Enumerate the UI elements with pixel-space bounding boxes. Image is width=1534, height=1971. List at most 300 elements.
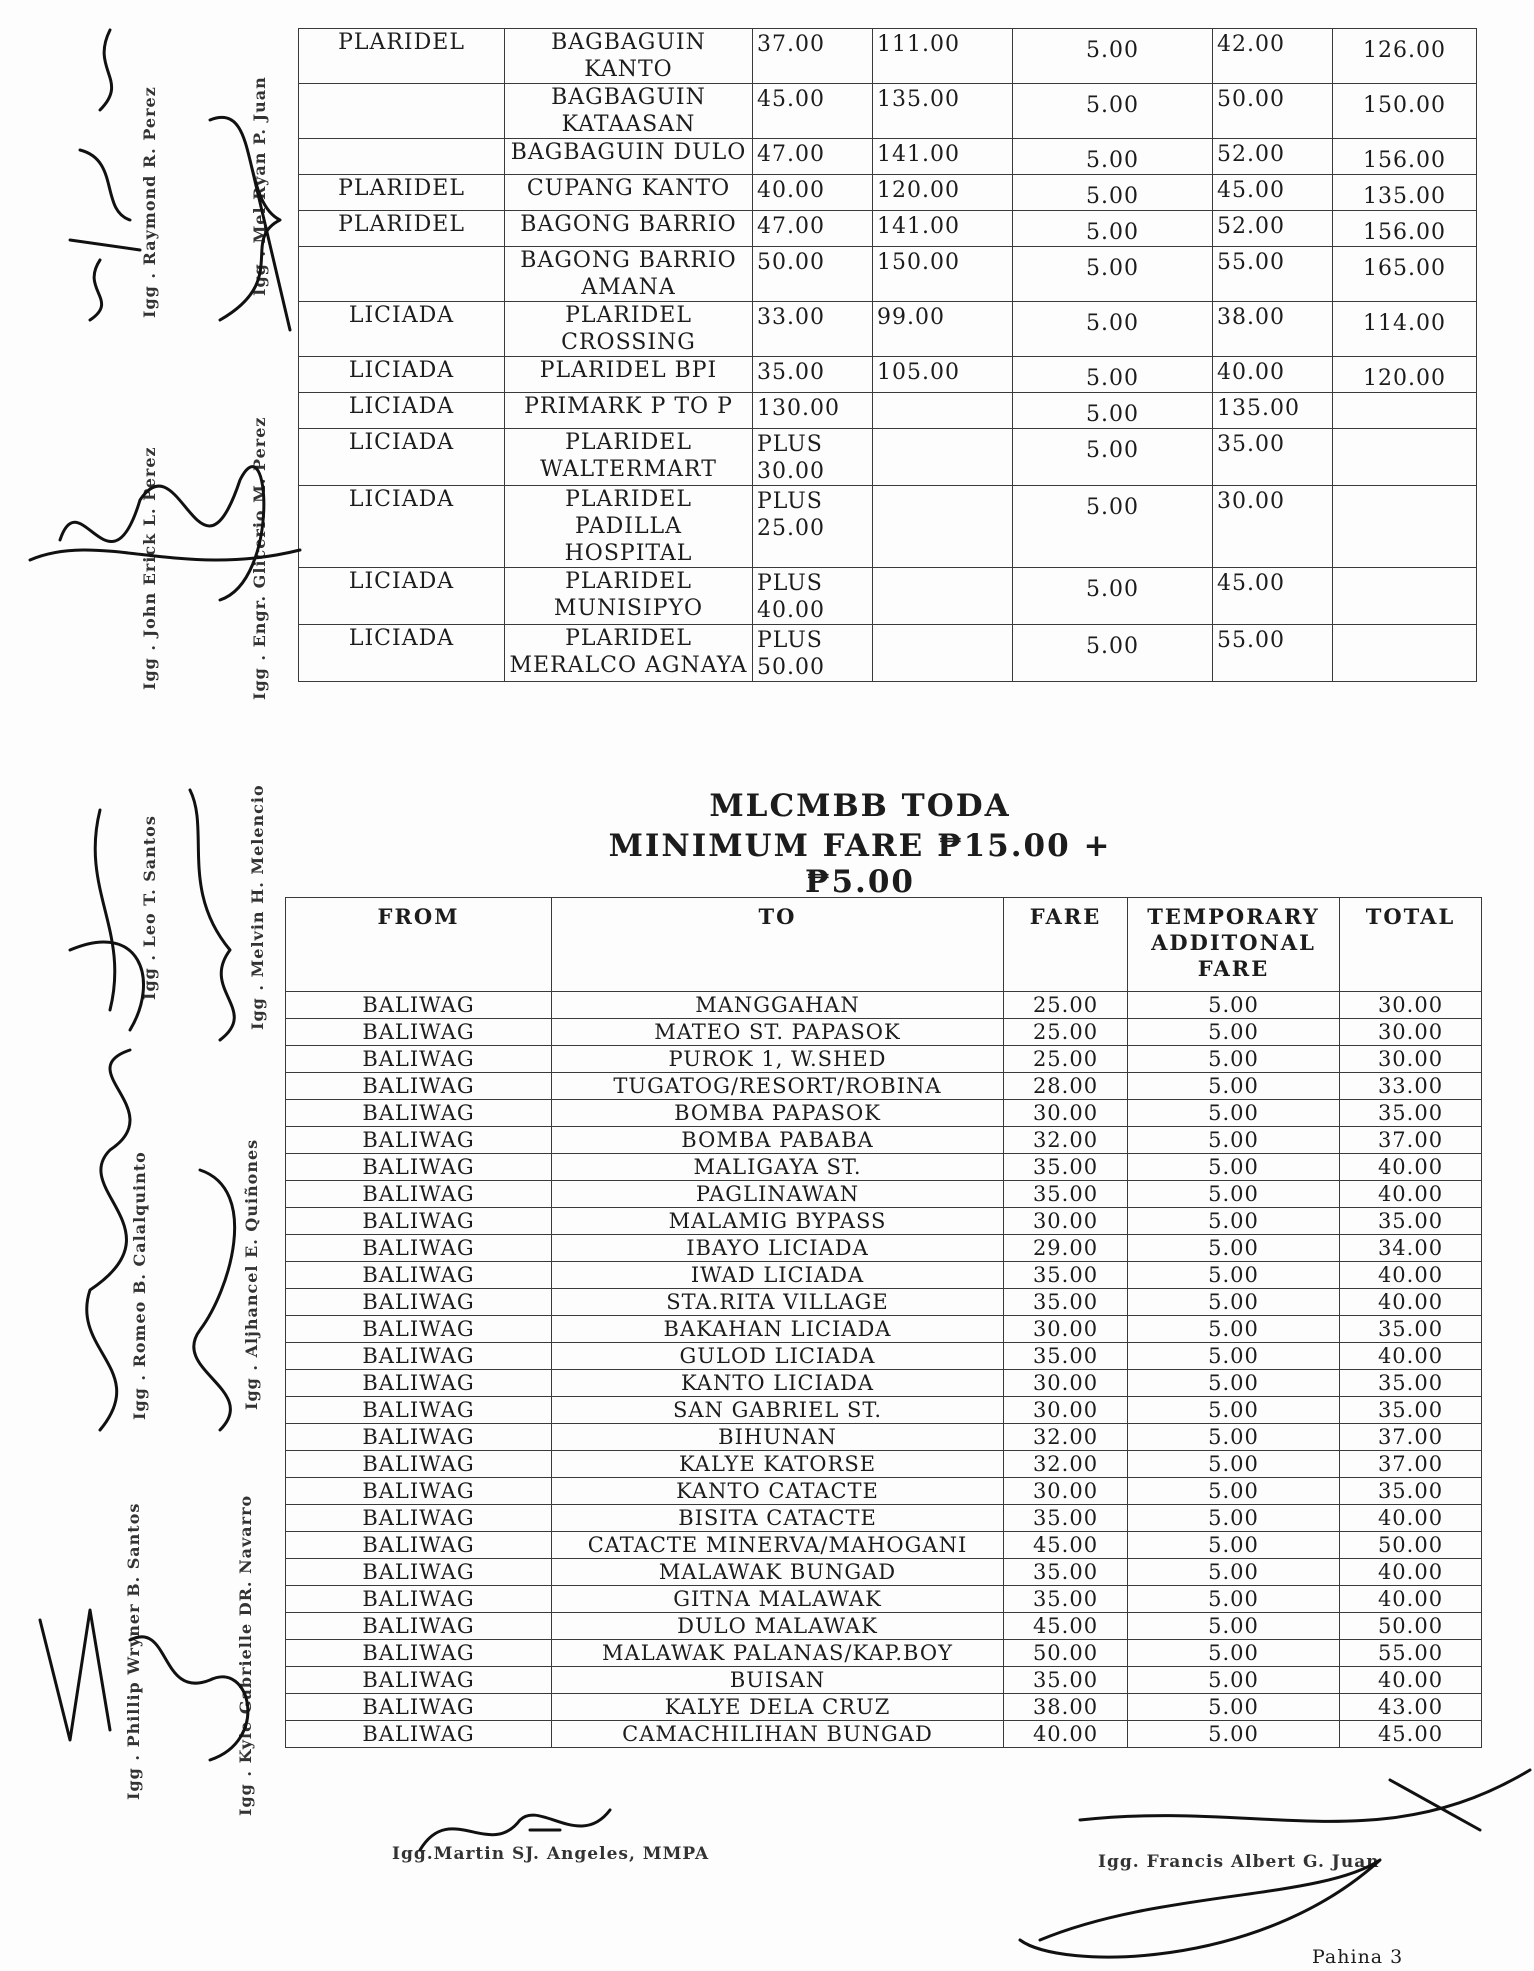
fare-cell: 47.00 [753,139,873,175]
table-row [286,1451,1482,1478]
total-cell: 35.00 [1340,1100,1482,1127]
total-cell: 40.00 [1340,1262,1482,1289]
additional-fare-cell: 5.00 [1128,1640,1340,1667]
from-cell: LICIADA [299,357,505,393]
fare-cell: 32.00 [1004,1127,1128,1154]
signature-mark [410,1790,650,1870]
from-cell: LICIADA [299,393,505,429]
additional-fare-cell: 5.00 [1128,1127,1340,1154]
from-cell: BALIWAG [286,1640,552,1667]
from-cell: BALIWAG [286,1181,552,1208]
to-cell: IBAYO LICIADA [552,1235,1004,1262]
additional-fare-cell: 5.00 [1013,625,1213,682]
table-row [299,429,1477,486]
total-cell: 114.00 [1333,302,1477,357]
from-cell: BALIWAG [286,992,552,1019]
section-subtitle: MINIMUM FARE ₱15.00 + ₱5.00 [608,828,1112,900]
table-row [299,625,1477,682]
total-cell: 135.00 [1213,393,1333,429]
table-row [299,302,1477,357]
to-cell: BAGONG BARRIO AMANA [505,247,753,302]
from-cell: BALIWAG [286,1532,552,1559]
total-cell: 45.00 [1213,568,1333,625]
total-cell [1333,486,1477,568]
from-cell: BALIWAG [286,1208,552,1235]
from-cell: BALIWAG [286,1667,552,1694]
additional-fare-cell: 5.00 [1128,1586,1340,1613]
total-cell [1333,568,1477,625]
additional-fare-cell: 5.00 [1128,1397,1340,1424]
to-cell: PAGLINAWAN [552,1181,1004,1208]
signatory-name: Igg . Engr. Glicerio M. Perez [250,416,269,700]
fare-cell: 111.00 [873,29,1013,84]
to-cell: DULO MALAWAK [552,1613,1004,1640]
total-cell: 52.00 [1213,211,1333,247]
total-cell: 40.00 [1340,1505,1482,1532]
to-cell: CUPANG KANTO [505,175,753,211]
total-cell: 40.00 [1340,1343,1482,1370]
total-cell: 33.00 [1340,1073,1482,1100]
additional-fare-cell: 5.00 [1128,1316,1340,1343]
from-cell: PLARIDEL [299,175,505,211]
from-cell: BALIWAG [286,1451,552,1478]
total-cell: 156.00 [1333,211,1477,247]
table-row [286,1289,1482,1316]
total-cell: 30.00 [1213,486,1333,568]
to-cell: BAGBAGUIN KANTO [505,29,753,84]
total-cell: 40.00 [1340,1586,1482,1613]
header-total: TOTAL [1340,898,1482,992]
header-temporary-fare: TEMPORARY ADDITONAL FARE [1128,898,1340,992]
table-row [286,1343,1482,1370]
table-row [286,1262,1482,1289]
from-cell: BALIWAG [286,1559,552,1586]
to-cell: KANTO LICIADA [552,1370,1004,1397]
table-row [286,1613,1482,1640]
total-cell: 37.00 [1340,1424,1482,1451]
to-cell: BAGBAGUIN DULO [505,139,753,175]
additional-fare-cell: 5.00 [1128,1451,1340,1478]
to-cell: BISITA CATACTE [552,1505,1004,1532]
total-cell: 52.00 [1213,139,1333,175]
additional-fare-cell: 5.00 [1013,29,1213,84]
total-cell: 42.00 [1213,29,1333,84]
from-cell: BALIWAG [286,1127,552,1154]
additional-fare-cell: 5.00 [1128,1235,1340,1262]
signatory-name: Igg.Martin SJ. Angeles, MMPA [392,1844,710,1864]
from-cell: BALIWAG [286,1262,552,1289]
additional-fare-cell: 5.00 [1013,302,1213,357]
fare-cell [873,486,1013,568]
additional-fare-cell: 5.00 [1128,1613,1340,1640]
total-cell: 150.00 [1333,84,1477,139]
fare-cell: 25.00 [1004,1046,1128,1073]
total-cell: 34.00 [1340,1235,1482,1262]
section-title: MLCMBB TODA [709,788,1011,824]
fare-cell: 35.00 [1004,1154,1128,1181]
to-cell: BAGONG BARRIO [505,211,753,247]
additional-fare-cell: 5.00 [1013,175,1213,211]
from-cell: BALIWAG [286,1478,552,1505]
from-cell: BALIWAG [286,1586,552,1613]
from-cell [299,247,505,302]
fare-cell: 35.00 [1004,1289,1128,1316]
total-cell: 156.00 [1333,139,1477,175]
signatory-name: Igg . Phillip Wryner B. Santos [124,1502,143,1800]
fare-cell: 30.00 [1004,1208,1128,1235]
to-cell: SAN GABRIEL ST. [552,1397,1004,1424]
total-cell: 30.00 [1340,1046,1482,1073]
from-cell: BALIWAG [286,1370,552,1397]
total-cell: 40.00 [1340,1667,1482,1694]
table-row [286,1532,1482,1559]
fare-cell: 40.00 [1004,1721,1128,1748]
fare-cell [873,429,1013,486]
table-row [286,1019,1482,1046]
from-cell: BALIWAG [286,1100,552,1127]
to-cell: IWAD LICIADA [552,1262,1004,1289]
fare-cell: 135.00 [873,84,1013,139]
fare-cell: 45.00 [1004,1613,1128,1640]
to-cell: PRIMARK P TO P [505,393,753,429]
total-cell: 38.00 [1213,302,1333,357]
fare-cell: 33.00 [753,302,873,357]
additional-fare-cell: 5.00 [1128,1019,1340,1046]
to-cell: BOMBA PAPASOK [552,1100,1004,1127]
additional-fare-cell: 5.00 [1128,1154,1340,1181]
additional-fare-cell: 5.00 [1013,568,1213,625]
from-cell: BALIWAG [286,1019,552,1046]
total-cell: 30.00 [1340,992,1482,1019]
to-cell: STA.RITA VILLAGE [552,1289,1004,1316]
table-row [286,1397,1482,1424]
fare-cell: PLUS 30.00 [753,429,873,486]
to-cell: BOMBA PABABA [552,1127,1004,1154]
fare-cell [873,568,1013,625]
fare-cell: 30.00 [1004,1100,1128,1127]
table-row [286,1316,1482,1343]
to-cell: MALAWAK PALANAS/KAP.BOY [552,1640,1004,1667]
fare-cell: 35.00 [1004,1262,1128,1289]
table-row [286,1046,1482,1073]
total-cell: 45.00 [1213,175,1333,211]
total-cell: 35.00 [1340,1370,1482,1397]
additional-fare-cell: 5.00 [1013,393,1213,429]
from-cell: BALIWAG [286,1235,552,1262]
table-row [299,84,1477,139]
fare-cell: PLUS 25.00 [753,486,873,568]
from-cell: BALIWAG [286,1316,552,1343]
from-cell: BALIWAG [286,1046,552,1073]
additional-fare-cell: 5.00 [1128,992,1340,1019]
additional-fare-cell: 5.00 [1013,357,1213,393]
fare-cell: 141.00 [873,139,1013,175]
table-row [286,1154,1482,1181]
from-cell [299,139,505,175]
table-row [286,1208,1482,1235]
fare-cell: 30.00 [1004,1316,1128,1343]
table-row [286,1424,1482,1451]
total-cell [1333,393,1477,429]
to-cell: MALAWAK BUNGAD [552,1559,1004,1586]
fare-cell: 105.00 [873,357,1013,393]
fare-cell: 120.00 [873,175,1013,211]
total-cell: 35.00 [1213,429,1333,486]
to-cell: PLARIDEL CROSSING [505,302,753,357]
total-cell: 40.00 [1340,1289,1482,1316]
total-cell [1333,429,1477,486]
fare-cell: 150.00 [873,247,1013,302]
to-cell: GITNA MALAWAK [552,1586,1004,1613]
table-row [299,211,1477,247]
additional-fare-cell: 5.00 [1013,429,1213,486]
fare-cell: 50.00 [753,247,873,302]
signatory-name: Igg . Aljhancel E. Quiñones [242,1138,261,1410]
fare-cell: 38.00 [1004,1694,1128,1721]
total-cell: 50.00 [1340,1532,1482,1559]
fare-cell: 25.00 [1004,992,1128,1019]
fare-cell: 30.00 [1004,1397,1128,1424]
total-cell: 50.00 [1340,1613,1482,1640]
fare-cell: 35.00 [1004,1343,1128,1370]
table-row [299,486,1477,568]
fare-cell: 35.00 [1004,1559,1128,1586]
table-row [286,992,1482,1019]
total-cell: 55.00 [1340,1640,1482,1667]
fare-cell: 35.00 [1004,1586,1128,1613]
table-row [286,1127,1482,1154]
additional-fare-cell: 5.00 [1128,1721,1340,1748]
total-cell: 37.00 [1340,1451,1482,1478]
fare-cell: 45.00 [1004,1532,1128,1559]
to-cell: CATACTE MINERVA/MAHOGANI [552,1532,1004,1559]
fare-cell: PLUS 40.00 [753,568,873,625]
additional-fare-cell: 5.00 [1128,1046,1340,1073]
total-cell: 126.00 [1333,29,1477,84]
table-row [286,1667,1482,1694]
fare-cell: PLUS 50.00 [753,625,873,682]
from-cell: BALIWAG [286,1154,552,1181]
table-row [286,1586,1482,1613]
signatory-name: Igg . Kyle Gabrielle DR. Navarro [236,1494,255,1816]
fare-cell: 50.00 [1004,1640,1128,1667]
fare-cell: 35.00 [1004,1181,1128,1208]
to-cell: BIHUNAN [552,1424,1004,1451]
total-cell: 35.00 [1340,1208,1482,1235]
to-cell: PLARIDEL PADILLA HOSPITAL [505,486,753,568]
additional-fare-cell: 5.00 [1128,1694,1340,1721]
total-cell: 55.00 [1213,625,1333,682]
table-row [286,1694,1482,1721]
additional-fare-cell: 5.00 [1128,1073,1340,1100]
fare-cell: 28.00 [1004,1073,1128,1100]
signatory-name: Igg. Francis Albert G. Juan [1098,1852,1380,1872]
fare-cell [873,625,1013,682]
signature-mark [40,10,160,330]
to-cell: PUROK 1, W.SHED [552,1046,1004,1073]
table-row [286,1478,1482,1505]
fare-cell: 32.00 [1004,1424,1128,1451]
total-cell: 120.00 [1333,357,1477,393]
table-row [286,1559,1482,1586]
to-cell: KANTO CATACTE [552,1478,1004,1505]
table-row [299,357,1477,393]
signatory-name: Igg . John Erick L. Perez [140,446,159,690]
total-cell: 40.00 [1340,1559,1482,1586]
fare-cell: 32.00 [1004,1451,1128,1478]
table-row [286,1181,1482,1208]
total-cell: 35.00 [1340,1397,1482,1424]
to-cell: PLARIDEL BPI [505,357,753,393]
from-cell: BALIWAG [286,1424,552,1451]
from-cell: BALIWAG [286,1343,552,1370]
table-row [299,139,1477,175]
table-row [299,29,1477,84]
additional-fare-cell: 5.00 [1128,1532,1340,1559]
from-cell [299,84,505,139]
total-cell: 135.00 [1333,175,1477,211]
to-cell: KALYE DELA CRUZ [552,1694,1004,1721]
fare-cell: 35.00 [1004,1505,1128,1532]
from-cell: LICIADA [299,302,505,357]
to-cell: BAGBAGUIN KATAASAN [505,84,753,139]
additional-fare-cell: 5.00 [1128,1667,1340,1694]
additional-fare-cell: 5.00 [1013,84,1213,139]
signatory-name: Igg . Raymond R. Perez [140,86,159,318]
total-cell: 37.00 [1340,1127,1482,1154]
to-cell: MALIGAYA ST. [552,1154,1004,1181]
fare-cell: 141.00 [873,211,1013,247]
total-cell: 35.00 [1340,1316,1482,1343]
from-cell: BALIWAG [286,1505,552,1532]
fare-cell: 40.00 [753,175,873,211]
total-cell: 165.00 [1333,247,1477,302]
to-cell: MANGGAHAN [552,992,1004,1019]
to-cell: MATEO ST. PAPASOK [552,1019,1004,1046]
fare-cell: 47.00 [753,211,873,247]
signature-mark [10,1580,310,1780]
signature-mark [960,1740,1534,1970]
additional-fare-cell: 5.00 [1128,1343,1340,1370]
from-cell: PLARIDEL [299,29,505,84]
additional-fare-cell: 5.00 [1128,1289,1340,1316]
total-cell: 40.00 [1213,357,1333,393]
total-cell: 35.00 [1340,1478,1482,1505]
signatory-name: Igg . Melvin H. Melencio [248,784,267,1030]
additional-fare-cell: 5.00 [1128,1100,1340,1127]
header-fare: FARE [1004,898,1128,992]
fare-cell: 37.00 [753,29,873,84]
total-cell: 30.00 [1340,1019,1482,1046]
additional-fare-cell: 5.00 [1013,211,1213,247]
from-cell: BALIWAG [286,1694,552,1721]
fare-cell: 99.00 [873,302,1013,357]
fare-cell: 35.00 [753,357,873,393]
additional-fare-cell: 5.00 [1013,139,1213,175]
table-row [299,247,1477,302]
table-row [286,1073,1482,1100]
table-row [299,175,1477,211]
to-cell: MALAMIG BYPASS [552,1208,1004,1235]
from-cell: LICIADA [299,625,505,682]
to-cell: BUISAN [552,1667,1004,1694]
fare-cell [873,393,1013,429]
signature-mark [180,80,310,340]
to-cell: CAMACHILIHAN BUNGAD [552,1721,1004,1748]
additional-fare-cell: 5.00 [1128,1559,1340,1586]
total-cell: 55.00 [1213,247,1333,302]
from-cell: PLARIDEL [299,211,505,247]
table-header-row [286,898,1482,992]
to-cell: PLARIDEL MUNISIPYO [505,568,753,625]
table-row [299,393,1477,429]
fare-cell: 130.00 [753,393,873,429]
fare-cell: 25.00 [1004,1019,1128,1046]
table-row [286,1370,1482,1397]
table-row [299,568,1477,625]
signatory-name: Igg . Mel Ryan P. Juan [250,76,269,296]
signature-mark [20,400,320,620]
from-cell: LICIADA [299,568,505,625]
table-row [286,1100,1482,1127]
fare-cell: 45.00 [753,84,873,139]
additional-fare-cell: 5.00 [1128,1208,1340,1235]
additional-fare-cell: 5.00 [1128,1181,1340,1208]
from-cell: BALIWAG [286,1073,552,1100]
total-cell: 50.00 [1213,84,1333,139]
table-row [286,1505,1482,1532]
table-row [286,1640,1482,1667]
table-row [286,1235,1482,1262]
header-to: TO [552,898,1004,992]
signatory-name: Igg . Romeo B. Calalquinto [130,1151,149,1420]
total-cell [1333,625,1477,682]
from-cell: BALIWAG [286,1721,552,1748]
additional-fare-cell: 5.00 [1013,486,1213,568]
additional-fare-cell: 5.00 [1013,247,1213,302]
signature-mark [30,1030,290,1450]
additional-fare-cell: 5.00 [1128,1370,1340,1397]
from-cell: BALIWAG [286,1397,552,1424]
lower-fare-table [285,897,1482,1748]
to-cell: GULOD LICIADA [552,1343,1004,1370]
from-cell: BALIWAG [286,1613,552,1640]
total-cell: 40.00 [1340,1154,1482,1181]
fare-cell: 30.00 [1004,1478,1128,1505]
additional-fare-cell: 5.00 [1128,1505,1340,1532]
total-cell: 40.00 [1340,1181,1482,1208]
additional-fare-cell: 5.00 [1128,1262,1340,1289]
header-from: FROM [286,898,552,992]
from-cell: LICIADA [299,486,505,568]
additional-fare-cell: 5.00 [1128,1478,1340,1505]
upper-fare-table [298,28,1477,682]
fare-cell: 30.00 [1004,1370,1128,1397]
signatory-name: Igg . Leo T. Santos [140,815,159,1000]
fare-cell: 35.00 [1004,1667,1128,1694]
to-cell: PLARIDEL WALTERMART [505,429,753,486]
from-cell: LICIADA [299,429,505,486]
to-cell: TUGATOG/RESORT/ROBINA [552,1073,1004,1100]
to-cell: PLARIDEL MERALCO AGNAYA [505,625,753,682]
from-cell: BALIWAG [286,1289,552,1316]
total-cell: 43.00 [1340,1694,1482,1721]
additional-fare-cell: 5.00 [1128,1424,1340,1451]
total-cell: 45.00 [1340,1721,1482,1748]
page-number: Pahina 3 [1312,1946,1404,1968]
signature-mark [40,770,280,1050]
to-cell: BAKAHAN LICIADA [552,1316,1004,1343]
